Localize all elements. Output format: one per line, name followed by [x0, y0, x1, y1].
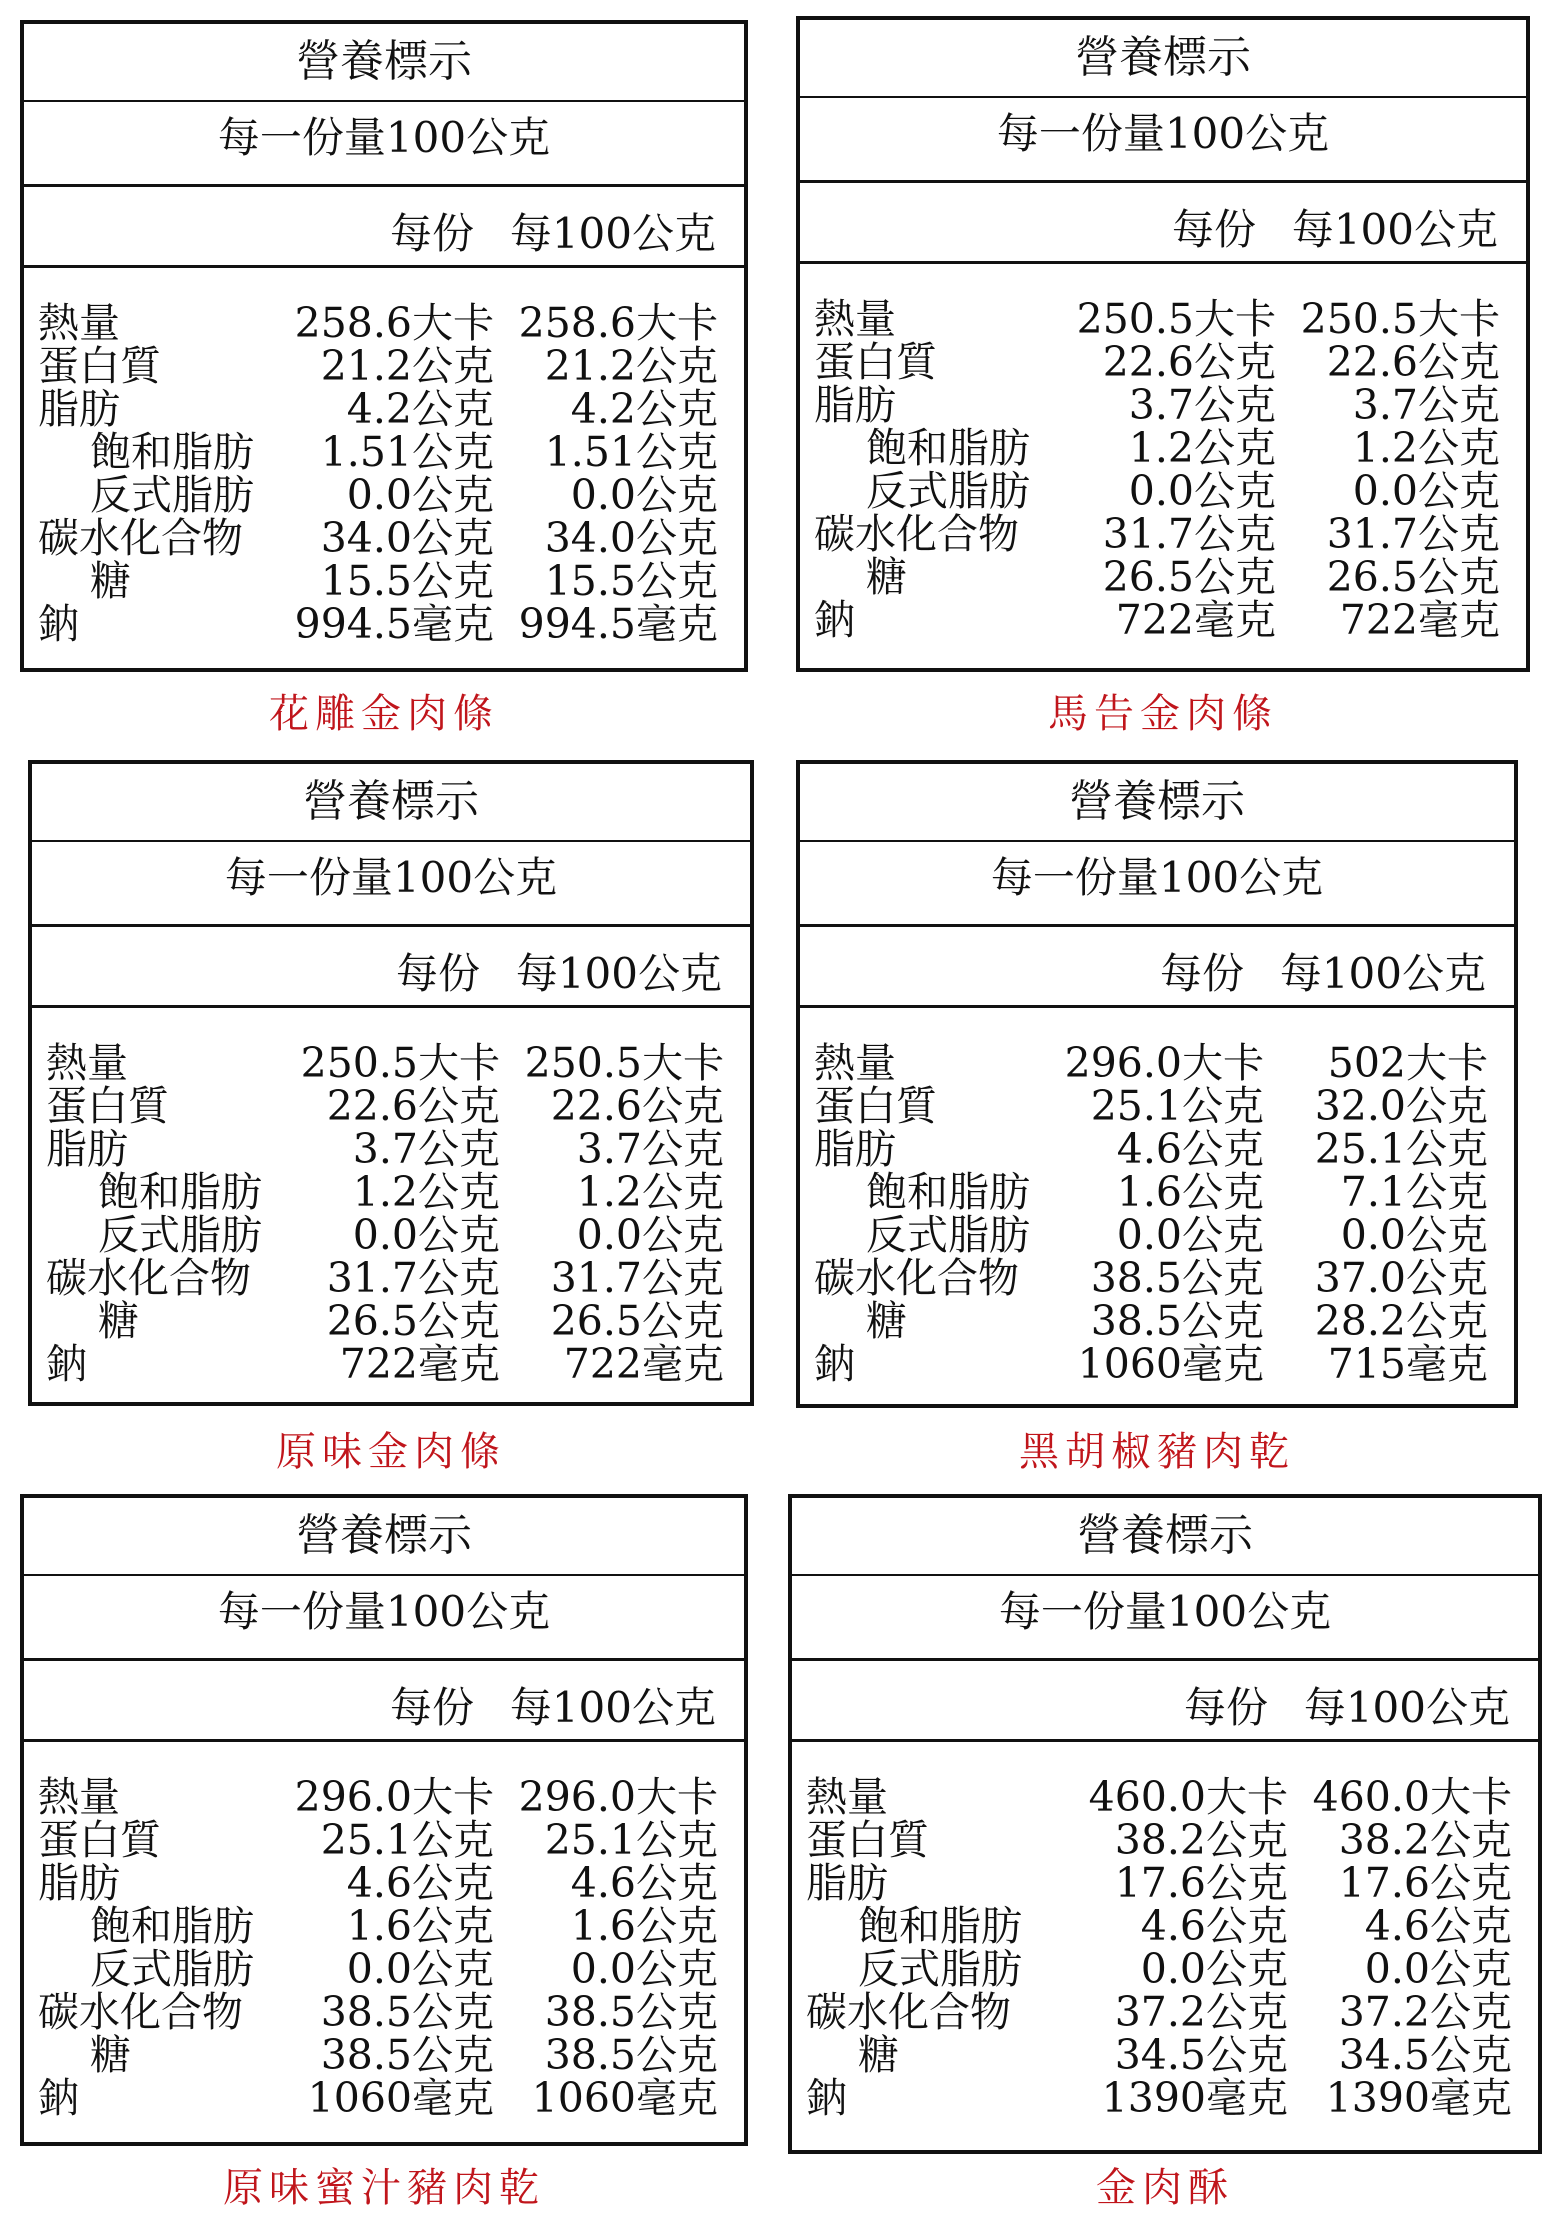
serving-size: 每一份量100公克 [24, 1576, 744, 1661]
per-serving-value: 1.51公克 [320, 428, 494, 476]
column-header [24, 1661, 744, 1742]
nutrient-row-sodium [24, 600, 744, 648]
per-100g-header: 每100公克 [1291, 205, 1498, 254]
per-serving-value: 258.6大卡 [294, 299, 494, 347]
per-serving-value: 17.6公克 [1114, 1859, 1288, 1907]
label-title: 營養標示 [24, 24, 744, 102]
nutrient-row-calories [32, 1039, 750, 1087]
per-serving-value: 31.7公克 [326, 1254, 500, 1302]
per-serving-value: 26.5公克 [1102, 553, 1276, 601]
per-serving-value: 1060毫克 [307, 2074, 494, 2122]
per-100g-header: 每100公克 [1303, 1683, 1510, 1732]
per-serving-value: 4.6公克 [346, 1859, 494, 1907]
per-serving-value: 38.5公克 [1090, 1254, 1264, 1302]
nutrient-name: 熱量 [806, 1773, 888, 1821]
nutrient-name: 鈉 [814, 596, 855, 644]
nutrient-rows [800, 1008, 1514, 1404]
per-100g-value: 994.5毫克 [518, 600, 718, 648]
nutrient-row-sodium [800, 596, 1526, 644]
nutrition-panel [20, 1494, 748, 2216]
per-serving-value: 38.5公克 [1090, 1297, 1264, 1345]
per-100g-value: 3.7公克 [576, 1125, 724, 1173]
per-serving-value: 1.2公克 [1128, 424, 1276, 472]
per-serving-header: 每份 [389, 1683, 474, 1732]
per-serving-value: 0.0公克 [1116, 1211, 1264, 1259]
product-name-caption: 黑胡椒豬肉乾 [1019, 1429, 1295, 1475]
per-serving-value: 0.0公克 [1140, 1945, 1288, 1993]
nutrient-name: 脂肪 [38, 385, 120, 433]
serving-size: 每一份量100公克 [792, 1576, 1538, 1661]
nutrient-row-carbohydrate [24, 1988, 744, 2036]
per-serving-value: 994.5毫克 [294, 600, 494, 648]
nutrient-name: 蛋白質 [814, 338, 937, 386]
per-100g-value: 31.7公克 [550, 1254, 724, 1302]
nutrient-name: 飽和脂肪 [858, 1902, 1022, 1950]
nutrient-row-carbohydrate [792, 1988, 1538, 2036]
nutrient-row-saturated-fat [32, 1168, 750, 1216]
per-serving-value: 3.7公克 [1128, 381, 1276, 429]
per-100g-value: 0.0公克 [570, 1945, 718, 1993]
per-serving-value: 296.0大卡 [294, 1773, 494, 1821]
nutrient-row-carbohydrate [800, 510, 1526, 558]
per-serving-header: 每份 [1183, 1683, 1268, 1732]
label-title: 營養標示 [24, 1498, 744, 1576]
nutrient-name: 飽和脂肪 [90, 428, 254, 476]
nutrient-row-saturated-fat [800, 1168, 1514, 1216]
per-serving-value: 0.0公克 [346, 471, 494, 519]
nutrient-rows [24, 1742, 744, 2138]
per-100g-value: 28.2公克 [1314, 1297, 1488, 1345]
per-100g-value: 715毫克 [1327, 1340, 1488, 1388]
nutrient-name: 碳水化合物 [814, 1254, 1019, 1302]
per-100g-value: 25.1公克 [544, 1816, 718, 1864]
per-serving-value: 0.0公克 [346, 1945, 494, 1993]
nutrient-name: 糖 [90, 557, 131, 605]
per-100g-value: 22.6公克 [550, 1082, 724, 1130]
per-100g-value: 258.6大卡 [518, 299, 718, 347]
per-100g-value: 1.2公克 [576, 1168, 724, 1216]
product-name-caption: 原味蜜汁豬肉乾 [223, 2165, 545, 2211]
per-100g-header: 每100公克 [509, 1683, 716, 1732]
nutrient-row-sugar [800, 553, 1526, 601]
per-serving-value: 38.5公克 [320, 2031, 494, 2079]
nutrient-name: 鈉 [46, 1340, 87, 1388]
nutrient-name: 脂肪 [38, 1859, 120, 1907]
per-serving-value: 34.0公克 [320, 514, 494, 562]
nutrient-row-carbohydrate [24, 514, 744, 562]
per-100g-value: 4.6公克 [570, 1859, 718, 1907]
nutrient-rows [800, 264, 1526, 660]
nutrient-row-protein [800, 338, 1526, 386]
per-100g-value: 250.5大卡 [524, 1039, 724, 1087]
nutrition-facts-table [796, 16, 1530, 672]
nutrient-name: 反式脂肪 [98, 1211, 262, 1259]
nutrient-row-saturated-fat [792, 1902, 1538, 1950]
per-serving-value: 296.0大卡 [1064, 1039, 1264, 1087]
per-serving-value: 4.6公克 [1116, 1125, 1264, 1173]
per-100g-value: 37.2公克 [1338, 1988, 1512, 2036]
nutrient-row-sugar [24, 2031, 744, 2079]
nutrient-name: 脂肪 [806, 1859, 888, 1907]
nutrient-row-fat [24, 385, 744, 433]
column-header [800, 183, 1526, 264]
nutrient-row-trans-fat [24, 471, 744, 519]
per-100g-value: 0.0公克 [570, 471, 718, 519]
per-100g-value: 460.0大卡 [1312, 1773, 1512, 1821]
nutrient-name: 蛋白質 [38, 1816, 161, 1864]
product-name-caption: 金肉酥 [1096, 2165, 1234, 2211]
nutrient-row-calories [800, 1039, 1514, 1087]
per-100g-value: 4.2公克 [570, 385, 718, 433]
nutrient-row-sugar [800, 1297, 1514, 1345]
nutrient-row-protein [32, 1082, 750, 1130]
per-serving-value: 26.5公克 [326, 1297, 500, 1345]
nutrient-row-sugar [24, 557, 744, 605]
per-serving-value: 37.2公克 [1114, 1988, 1288, 2036]
nutrient-name: 熱量 [38, 299, 120, 347]
per-100g-value: 1390毫克 [1325, 2074, 1512, 2122]
nutrient-row-sodium [800, 1340, 1514, 1388]
per-100g-value: 37.0公克 [1314, 1254, 1488, 1302]
nutrient-row-fat [32, 1125, 750, 1173]
nutrient-row-trans-fat [792, 1945, 1538, 1993]
nutrient-row-carbohydrate [32, 1254, 750, 1302]
nutrient-row-fat [800, 1125, 1514, 1173]
per-serving-header: 每份 [389, 209, 474, 258]
per-100g-value: 722毫克 [563, 1340, 724, 1388]
per-serving-value: 722毫克 [339, 1340, 500, 1388]
nutrient-row-protein [792, 1816, 1538, 1864]
per-100g-header: 每100公克 [1279, 949, 1486, 998]
per-100g-value: 25.1公克 [1314, 1125, 1488, 1173]
per-serving-header: 每份 [395, 949, 480, 998]
per-100g-value: 502大卡 [1327, 1039, 1488, 1087]
nutrient-row-sodium [792, 2074, 1538, 2122]
per-serving-header: 每份 [1159, 949, 1244, 998]
serving-size: 每一份量100公克 [800, 98, 1526, 183]
per-serving-value: 25.1公克 [1090, 1082, 1264, 1130]
nutrient-name: 糖 [98, 1297, 139, 1345]
column-header [24, 187, 744, 268]
nutrient-rows [24, 268, 744, 664]
serving-size: 每一份量100公克 [32, 842, 750, 927]
nutrient-name: 飽和脂肪 [866, 424, 1030, 472]
per-serving-value: 0.0公克 [1128, 467, 1276, 515]
per-100g-value: 34.0公克 [544, 514, 718, 562]
per-100g-value: 31.7公克 [1326, 510, 1500, 558]
nutrient-name: 碳水化合物 [46, 1254, 251, 1302]
nutrient-name: 飽和脂肪 [98, 1168, 262, 1216]
nutrient-name: 糖 [866, 1297, 907, 1345]
per-serving-value: 1390毫克 [1101, 2074, 1288, 2122]
serving-size: 每一份量100公克 [800, 842, 1514, 927]
nutrition-facts-table [20, 1494, 748, 2146]
nutrition-facts-table [28, 760, 754, 1406]
nutrient-name: 鈉 [38, 600, 79, 648]
per-100g-value: 26.5公克 [550, 1297, 724, 1345]
nutrient-name: 蛋白質 [38, 342, 161, 390]
per-100g-header: 每100公克 [515, 949, 722, 998]
nutrient-name: 飽和脂肪 [90, 1902, 254, 1950]
per-100g-value: 15.5公克 [544, 557, 718, 605]
per-100g-value: 0.0公克 [1364, 1945, 1512, 1993]
nutrient-name: 蛋白質 [46, 1082, 169, 1130]
per-serving-value: 22.6公克 [326, 1082, 500, 1130]
nutrient-name: 碳水化合物 [38, 514, 243, 562]
per-100g-value: 0.0公克 [576, 1211, 724, 1259]
per-serving-value: 0.0公克 [352, 1211, 500, 1259]
nutrition-panel [796, 760, 1518, 1480]
nutrient-row-carbohydrate [800, 1254, 1514, 1302]
nutrient-row-trans-fat [800, 467, 1526, 515]
nutrient-name: 碳水化合物 [814, 510, 1019, 558]
per-serving-header: 每份 [1171, 205, 1256, 254]
nutrient-name: 鈉 [806, 2074, 847, 2122]
nutrient-name: 飽和脂肪 [866, 1168, 1030, 1216]
nutrient-row-calories [792, 1773, 1538, 1821]
nutrient-name: 碳水化合物 [38, 1988, 243, 2036]
nutrition-panel [788, 1494, 1542, 2216]
per-serving-value: 38.2公克 [1114, 1816, 1288, 1864]
per-100g-value: 22.6公克 [1326, 338, 1500, 386]
nutrient-row-protein [800, 1082, 1514, 1130]
product-name-caption: 花雕金肉條 [269, 691, 499, 737]
nutrient-name: 反式脂肪 [90, 471, 254, 519]
nutrient-name: 糖 [866, 553, 907, 601]
nutrient-row-saturated-fat [800, 424, 1526, 472]
product-name-caption: 馬告金肉條 [1048, 691, 1278, 737]
per-100g-value: 38.5公克 [544, 1988, 718, 2036]
nutrient-name: 脂肪 [814, 381, 896, 429]
per-100g-value: 4.6公克 [1364, 1902, 1512, 1950]
per-serving-value: 34.5公克 [1114, 2031, 1288, 2079]
per-serving-value: 4.6公克 [1140, 1902, 1288, 1950]
per-100g-value: 0.0公克 [1340, 1211, 1488, 1259]
nutrient-row-fat [24, 1859, 744, 1907]
per-100g-value: 3.7公克 [1352, 381, 1500, 429]
per-100g-value: 1.51公克 [544, 428, 718, 476]
nutrient-name: 熱量 [814, 295, 896, 343]
serving-size: 每一份量100公克 [24, 102, 744, 187]
column-header [32, 927, 750, 1008]
per-serving-value: 1.2公克 [352, 1168, 500, 1216]
per-100g-value: 1.6公克 [570, 1902, 718, 1950]
per-serving-value: 15.5公克 [320, 557, 494, 605]
per-100g-value: 38.5公克 [544, 2031, 718, 2079]
per-100g-value: 34.5公克 [1338, 2031, 1512, 2079]
nutrient-name: 脂肪 [814, 1125, 896, 1173]
nutrient-row-sodium [24, 2074, 744, 2122]
nutrient-row-calories [24, 1773, 744, 1821]
per-serving-value: 722毫克 [1115, 596, 1276, 644]
per-100g-header: 每100公克 [509, 209, 716, 258]
nutrient-name: 蛋白質 [814, 1082, 937, 1130]
per-100g-value: 38.2公克 [1338, 1816, 1512, 1864]
per-100g-value: 7.1公克 [1340, 1168, 1488, 1216]
nutrient-row-sugar [32, 1297, 750, 1345]
per-serving-value: 21.2公克 [320, 342, 494, 390]
per-serving-value: 25.1公克 [320, 1816, 494, 1864]
nutrient-row-protein [24, 1816, 744, 1864]
per-serving-value: 1.6公克 [346, 1902, 494, 1950]
nutrient-name: 熱量 [814, 1039, 896, 1087]
nutrition-facts-table [796, 760, 1518, 1408]
nutrient-name: 脂肪 [46, 1125, 128, 1173]
per-100g-value: 296.0大卡 [518, 1773, 718, 1821]
per-100g-value: 250.5大卡 [1300, 295, 1500, 343]
nutrient-row-saturated-fat [24, 1902, 744, 1950]
nutrient-name: 鈉 [814, 1340, 855, 1388]
per-serving-value: 3.7公克 [352, 1125, 500, 1173]
per-100g-value: 722毫克 [1339, 596, 1500, 644]
nutrition-panel [796, 16, 1530, 742]
per-serving-value: 22.6公克 [1102, 338, 1276, 386]
per-100g-value: 32.0公克 [1314, 1082, 1488, 1130]
per-100g-value: 21.2公克 [544, 342, 718, 390]
per-serving-value: 31.7公克 [1102, 510, 1276, 558]
nutrient-rows [32, 1008, 750, 1404]
nutrient-row-protein [24, 342, 744, 390]
label-title: 營養標示 [32, 764, 750, 842]
nutrient-row-sodium [32, 1340, 750, 1388]
nutrient-row-saturated-fat [24, 428, 744, 476]
per-100g-value: 0.0公克 [1352, 467, 1500, 515]
per-serving-value: 38.5公克 [320, 1988, 494, 2036]
nutrient-row-calories [24, 299, 744, 347]
nutrient-name: 熱量 [46, 1039, 128, 1087]
per-serving-value: 250.5大卡 [300, 1039, 500, 1087]
per-100g-value: 1060毫克 [531, 2074, 718, 2122]
per-100g-value: 26.5公克 [1326, 553, 1500, 601]
nutrition-facts-table [20, 20, 748, 672]
product-name-caption: 原味金肉條 [276, 1429, 506, 1475]
per-serving-value: 1.6公克 [1116, 1168, 1264, 1216]
nutrient-name: 糖 [90, 2031, 131, 2079]
nutrient-name: 反式脂肪 [866, 467, 1030, 515]
nutrient-name: 蛋白質 [806, 1816, 929, 1864]
label-title: 營養標示 [792, 1498, 1538, 1576]
column-header [800, 927, 1514, 1008]
column-header [792, 1661, 1538, 1742]
nutrient-row-calories [800, 295, 1526, 343]
label-title: 營養標示 [800, 764, 1514, 842]
nutrient-name: 反式脂肪 [858, 1945, 1022, 1993]
nutrient-row-trans-fat [800, 1211, 1514, 1259]
per-serving-value: 1060毫克 [1077, 1340, 1264, 1388]
nutrition-panel [20, 20, 748, 742]
per-100g-value: 17.6公克 [1338, 1859, 1512, 1907]
nutrient-name: 反式脂肪 [90, 1945, 254, 1993]
nutrient-row-fat [800, 381, 1526, 429]
per-serving-value: 4.2公克 [346, 385, 494, 433]
per-100g-value: 1.2公克 [1352, 424, 1500, 472]
per-serving-value: 460.0大卡 [1088, 1773, 1288, 1821]
label-title: 營養標示 [800, 20, 1526, 98]
nutrient-name: 熱量 [38, 1773, 120, 1821]
nutrient-name: 反式脂肪 [866, 1211, 1030, 1259]
per-serving-value: 250.5大卡 [1076, 295, 1276, 343]
nutrient-name: 碳水化合物 [806, 1988, 1011, 2036]
nutrient-row-fat [792, 1859, 1538, 1907]
nutrient-name: 鈉 [38, 2074, 79, 2122]
nutrient-row-trans-fat [24, 1945, 744, 1993]
nutrient-rows [792, 1742, 1538, 2138]
nutrient-name: 糖 [858, 2031, 899, 2079]
nutrient-row-sugar [792, 2031, 1538, 2079]
nutrition-panel [28, 760, 754, 1480]
nutrition-facts-table [788, 1494, 1542, 2154]
nutrient-row-trans-fat [32, 1211, 750, 1259]
